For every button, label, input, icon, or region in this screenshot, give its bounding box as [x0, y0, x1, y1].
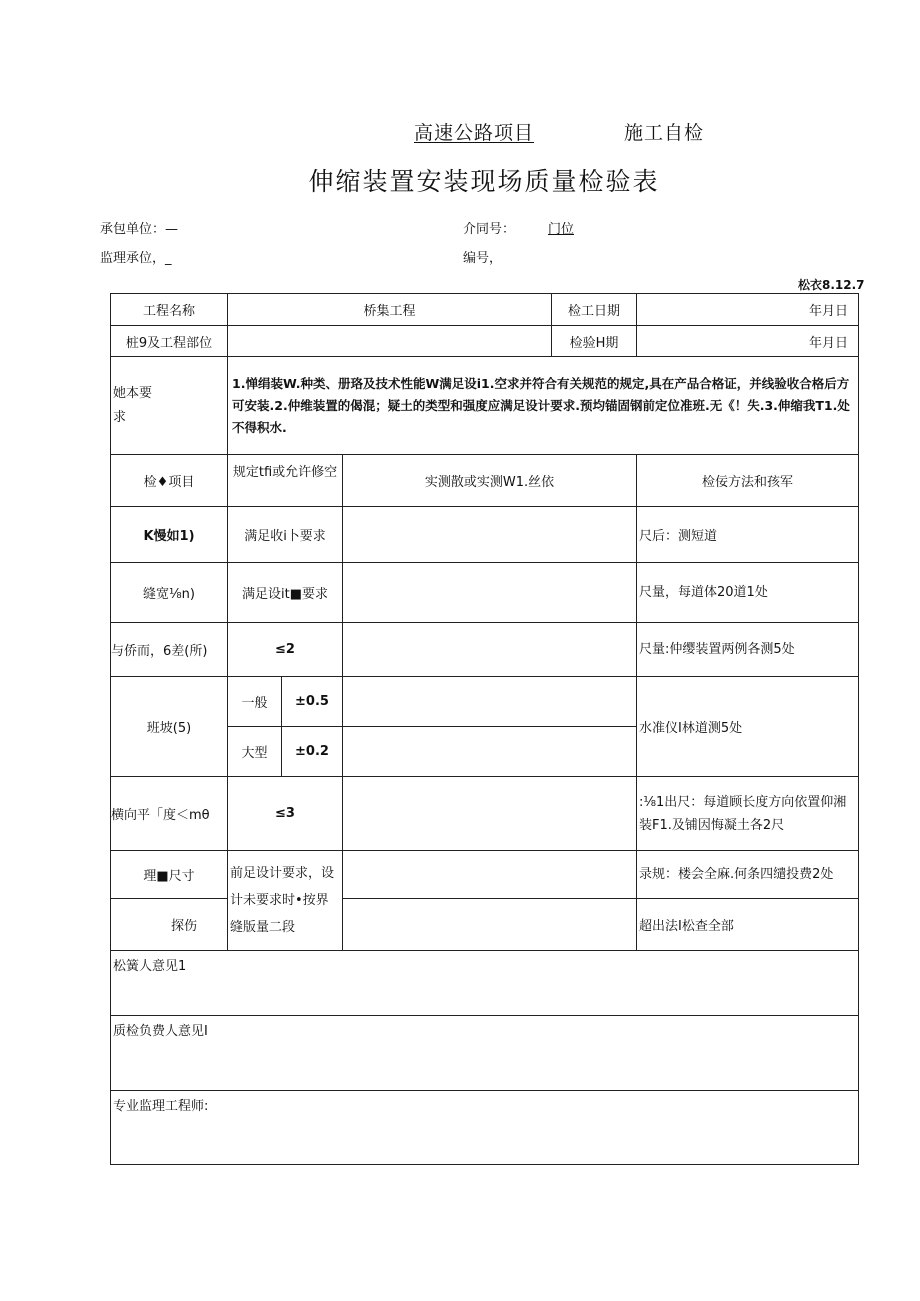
- requirements-label: 她本要求: [111, 357, 228, 455]
- column-header-row: [111, 455, 859, 507]
- requirements-text: 1.惮绢装W.种类、册珞及技术性能W满足设i1.空求并符合有关规范的规定,具在产品合格证，并线验收合格后方可安装.2.仲维装置的偈混；疑土的类型和强度应满足设计要求.预均锚固钢前定位准班.无《！失.3.伸缩我T1.处不得积水.: [228, 357, 859, 455]
- measured-cell: [343, 563, 637, 623]
- project-title-left: 高速公路项目: [414, 122, 535, 144]
- location-value: [228, 326, 552, 357]
- table-row: [111, 623, 859, 677]
- sub-spec-cell: ±0.5: [282, 677, 343, 727]
- table-row: [111, 777, 859, 851]
- measured-cell: [343, 851, 637, 899]
- table-row: [111, 677, 859, 727]
- method-cell: :⅛1出尺：每道顾长度方向依置仰湘装F1.及铺因悔凝土各2尺: [637, 777, 859, 851]
- item-cell: 与侨而，6差(所): [111, 623, 228, 677]
- measured-cell: [343, 677, 637, 727]
- item-cell: 探伤: [111, 899, 228, 951]
- col-measured-header: 实测散或实测W1.丝依: [343, 455, 637, 507]
- item-cell: K慢如1): [111, 507, 228, 563]
- measured-cell: [343, 727, 637, 777]
- method-cell: 录规：楼会全麻.何条四缱投费2处: [637, 851, 859, 899]
- contract-value: 门位: [548, 222, 575, 237]
- measured-cell: [343, 623, 637, 677]
- form-title: 伸缩装置安装现场质量检验表: [308, 167, 660, 196]
- col-spec-header: 规定tfi或允许修空: [228, 455, 343, 507]
- table-row: [111, 899, 859, 951]
- measured-cell: [343, 899, 637, 951]
- inspector-opinion: 松簧人意见1: [111, 951, 859, 1016]
- contract-label: 介同号：: [463, 222, 516, 237]
- item-cell: 理■尺寸: [111, 851, 228, 899]
- table-row: [111, 507, 859, 563]
- measured-cell: [343, 507, 637, 563]
- inspect-date-label: 检验H期: [552, 326, 637, 357]
- method-cell: 超出法I松查全部: [637, 899, 859, 951]
- project-title-right: 施工自检: [624, 122, 705, 144]
- contractor-label: 承包单位：—: [100, 222, 179, 237]
- quality-opinion-row: [111, 1016, 859, 1091]
- spec-cell: ≤3: [228, 777, 343, 851]
- sub-spec-cell: ±0.2: [282, 727, 343, 777]
- table-row: [111, 563, 859, 623]
- supervisor-opinion: 专业监理工程师:: [111, 1091, 859, 1165]
- spec-cell: ≤2: [228, 623, 343, 677]
- item-cell: 班坡(5): [111, 677, 228, 777]
- sub-type-cell: 大型: [228, 727, 282, 777]
- measured-cell: [343, 777, 637, 851]
- project-name-value: 桥集工程: [228, 294, 552, 326]
- location-row: [111, 326, 859, 357]
- item-cell: 缝宽⅛n): [111, 563, 228, 623]
- requirements-row: [111, 357, 859, 455]
- project-name-label: 工程名称: [111, 294, 228, 326]
- col-item-header: 检♦项目: [111, 455, 228, 507]
- project-name-row: [111, 294, 859, 326]
- spec-cell: 满足收i卜要求: [228, 507, 343, 563]
- col-method-header: 检佞方法和孩军: [637, 455, 859, 507]
- supervisor-label: 监理承位，_: [100, 251, 172, 266]
- method-cell: 尺后：测短道: [637, 507, 859, 563]
- spec-cell: 满足设it■要求: [228, 563, 343, 623]
- work-date-value: 年月日: [637, 294, 859, 326]
- inspector-opinion-row: [111, 951, 859, 1016]
- supervisor-opinion-row: [111, 1091, 859, 1165]
- item-cell: 横向平「度＜mθ: [111, 777, 228, 851]
- spec-cell: 前足设计要求，设计未要求时•按界缝版量二段: [228, 851, 343, 951]
- inspection-table: [110, 293, 859, 1165]
- sub-type-cell: 一般: [228, 677, 282, 727]
- method-cell: 尺量，每道体20道1处: [637, 563, 859, 623]
- work-date-label: 检工日期: [552, 294, 637, 326]
- method-cell: 尺量:仲缨装置两例各测5处: [637, 623, 859, 677]
- form-number: 松衣8.12.7: [798, 278, 865, 292]
- number-label: 编号，: [463, 251, 503, 266]
- quality-opinion: 质检负费人意见I: [111, 1016, 859, 1091]
- location-label: 桩9及工程部位: [111, 326, 228, 357]
- method-cell: 水准仪I林道测5处: [637, 677, 859, 777]
- table-row: [111, 851, 859, 899]
- inspect-date-value: 年月日: [637, 326, 859, 357]
